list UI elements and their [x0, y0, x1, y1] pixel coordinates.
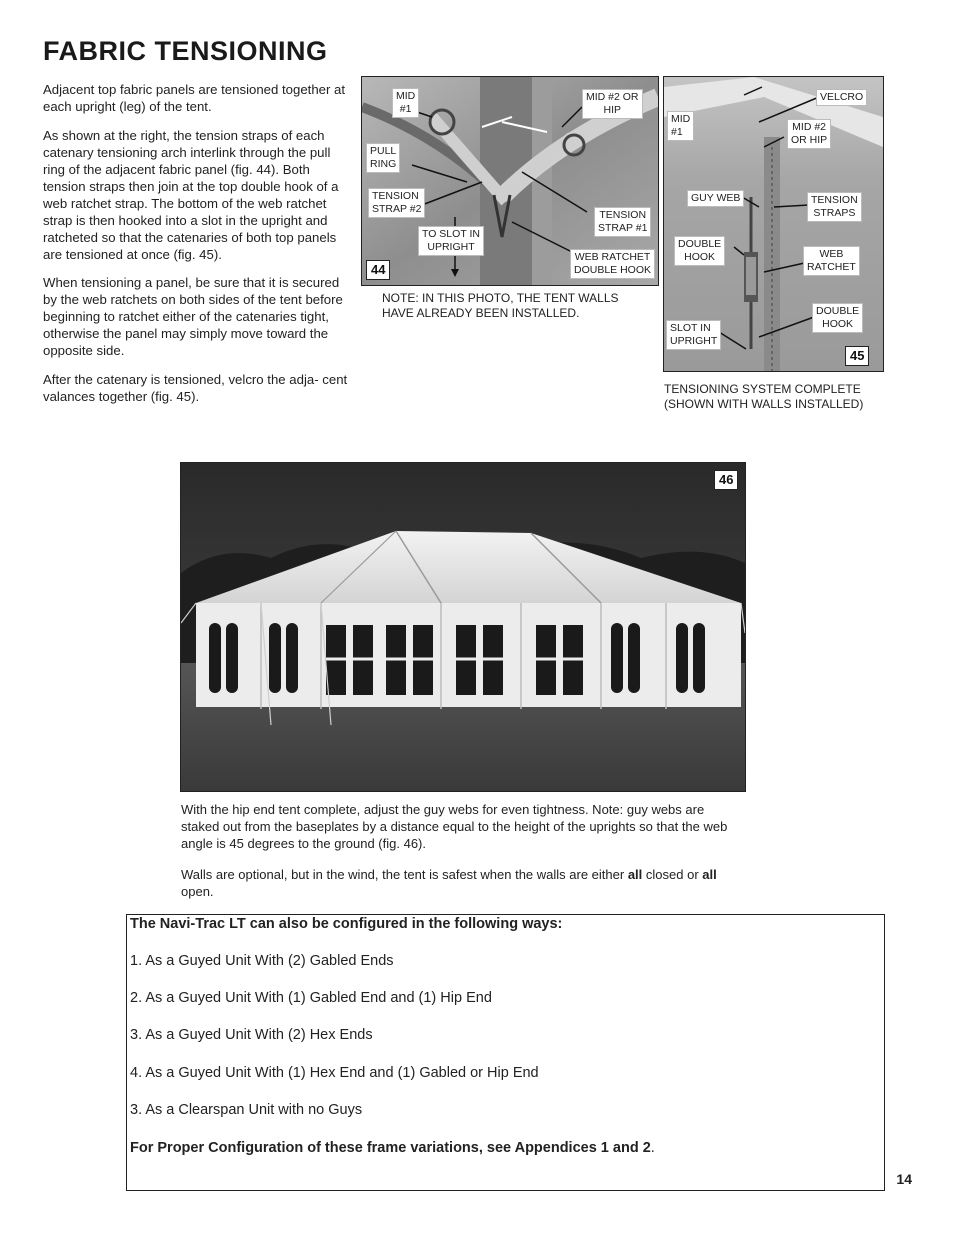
config-item-2: 2. As a Guyed Unit With (1) Gabled End and (1) Hip End [130, 990, 492, 1006]
label-mid1: MID #1 [392, 88, 419, 118]
label-slot-in-upright: SLOT IN UPRIGHT [666, 320, 721, 350]
figure-46-photo [180, 462, 746, 792]
label-tension-straps: TENSION STRAPS [807, 192, 862, 222]
label-double-hook-top: DOUBLE HOOK [674, 236, 725, 266]
figure-46-caption: With the hip end tent complete, adjust the guy webs for even tightness. Note: guy webs are staked out from the baseplates by a distance equal to the height of the uprights so that the web angle is 45 degrees to the ground (fig. 46). [181, 802, 728, 851]
label-mid2-or-hip: MID #2 OR HIP [582, 89, 643, 119]
configuration-box [126, 914, 885, 1191]
walls-note-text-3: open. [181, 884, 214, 899]
figure-44-note-line-1: NOTE: IN THIS PHOTO, THE TENT WALLS [382, 291, 619, 305]
walls-note-bold-2: all [702, 867, 717, 882]
label-mid2-or-hip: MID #2 OR HIP [787, 119, 831, 149]
label-web-ratchet: WEB RATCHET [803, 246, 860, 276]
config-footer-bold: For Proper Configuration of these frame variations, see Appendices 1 and 2 [130, 1140, 651, 1156]
figure-46-number: 46 [714, 470, 738, 490]
intro-paragraph-3: When tensioning a panel, be sure that it is secured by the web ratchets on both sides of the tent before beginning to ratchet either of the catenaries tight, otherwise the panel may simply move toward the opposite side. [43, 275, 343, 358]
walls-note-text-2: closed or [642, 867, 703, 882]
intro-paragraph-1: Adjacent top fabric panels are tensioned together at each upright (leg) of the tent. [43, 82, 346, 114]
label-pull-ring: PULL RING [366, 143, 400, 173]
walls-note-bold-1: all [627, 867, 643, 882]
label-mid1: MID #1 [667, 111, 694, 141]
figure-45-caption-line-2: (SHOWN WITH WALLS INSTALLED) [664, 397, 864, 411]
tent-photo-illustration [181, 463, 745, 791]
config-item-1: 1. As a Guyed Unit With (2) Gabled Ends [130, 953, 394, 969]
intro-paragraph-4: After the catenary is tensioned, velcro the adja- cent valances together (fig. 45). [43, 372, 348, 404]
page-title: FABRIC TENSIONING [43, 36, 328, 66]
intro-paragraph-2: As shown at the right, the tension straps of each catenary tensioning arch interlink through the pull ring of the adjacent fabric panel (fig. 44). Both tension straps then join at the top double hook of a web ratchet strap. The bottom of the web ratchet strap is then hooked into a slot in the upright and ratcheted so that the catenaries of both top panels are tensioned at once (fig. 45). [43, 128, 339, 262]
label-tension-strap-1: TENSION STRAP #1 [594, 207, 651, 237]
config-footer-end: . [650, 1140, 655, 1156]
config-item-4: 4. As a Guyed Unit With (1) Hex End and (1) Gabled or Hip End [130, 1065, 539, 1081]
label-guy-web: GUY WEB [687, 190, 744, 207]
label-web-ratchet-double-hook: WEB RATCHET DOUBLE HOOK [570, 249, 655, 279]
label-to-slot-in-upright: TO SLOT IN UPRIGHT [418, 226, 484, 256]
figure-44-photo [361, 76, 659, 286]
page-number: 14 [896, 1171, 912, 1187]
figure-45-caption-line-1: TENSIONING SYSTEM COMPLETE [664, 382, 861, 396]
config-heading: The Navi-Trac LT can also be configured in the following ways: [130, 916, 563, 932]
config-item-5: 3. As a Clearspan Unit with no Guys [130, 1102, 363, 1118]
walls-note-text-1: Walls are optional, but in the wind, the tent is safest when the walls are either [181, 867, 628, 882]
label-velcro: VELCRO [816, 89, 867, 106]
figure-44-number: 44 [366, 260, 390, 280]
label-tension-strap-2: TENSION STRAP #2 [368, 188, 425, 218]
walls-note [181, 866, 746, 900]
figure-44-note-line-2: HAVE ALREADY BEEN INSTALLED. [382, 306, 580, 320]
figure-45-number: 45 [845, 346, 869, 366]
label-double-hook-bottom: DOUBLE HOOK [812, 303, 863, 333]
config-item-3: 3. As a Guyed Unit With (2) Hex Ends [130, 1027, 373, 1043]
figure-45-photo [663, 76, 884, 372]
config-footer [130, 1140, 655, 1156]
